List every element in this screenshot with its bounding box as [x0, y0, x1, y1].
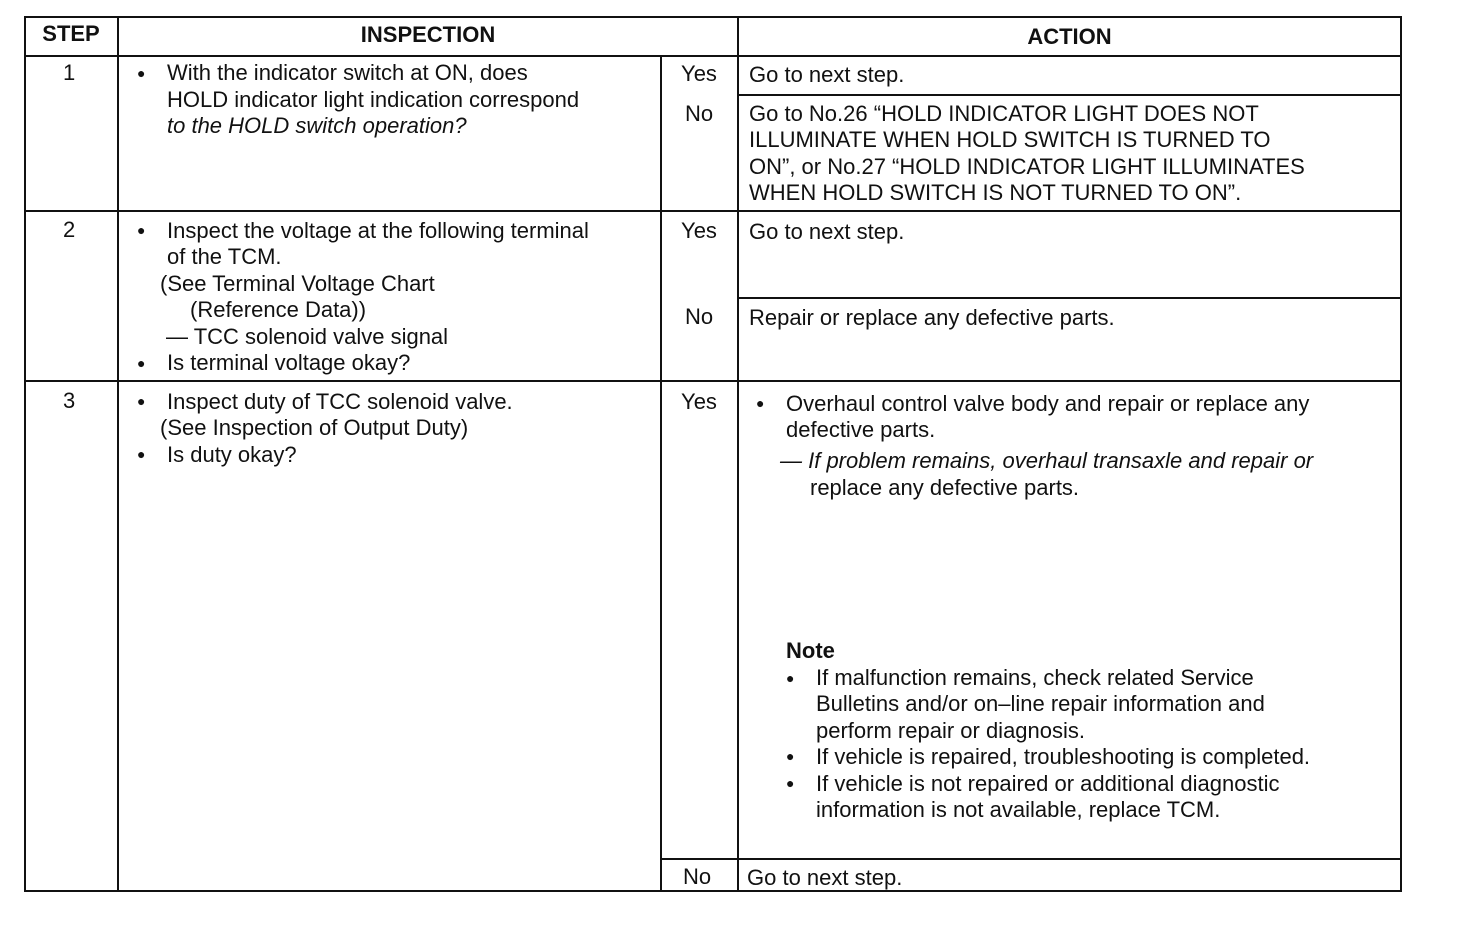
action-text: Go to next step.	[749, 62, 905, 87]
rule	[737, 16, 739, 892]
action-text: Go to next step.	[747, 865, 903, 890]
inspection-text: With the indicator switch at ON, does	[167, 60, 528, 85]
rule	[24, 16, 26, 892]
bullet-icon	[786, 743, 794, 769]
inspection-text: Is terminal voltage okay?	[167, 350, 411, 375]
action-text: ON”, or No.27 “HOLD INDICATOR LIGHT ILLUMINATES	[749, 154, 1305, 179]
bullet-icon	[137, 441, 145, 467]
no-label: No	[684, 304, 714, 329]
rule	[739, 94, 1402, 96]
rule	[24, 210, 1402, 212]
action-text: Go to next step.	[749, 219, 905, 244]
note-text: If malfunction remains, check related Service	[816, 665, 1254, 690]
no-label: No	[682, 864, 712, 889]
rule	[660, 55, 662, 892]
rule	[24, 890, 1402, 892]
bullet-icon	[756, 390, 764, 416]
inspection-text: Inspect duty of TCC solenoid valve.	[167, 389, 513, 414]
yes-label: Yes	[681, 61, 717, 86]
rule	[117, 16, 119, 892]
yes-label: Yes	[681, 218, 717, 243]
action-text: Go to No.26 “HOLD INDICATOR LIGHT DOES NOT	[749, 101, 1259, 126]
step-number: 2	[63, 217, 76, 242]
note-text: information is not available, replace TCM.	[816, 797, 1221, 822]
bullet-icon	[786, 770, 794, 796]
inspection-text: to the HOLD switch operation?	[167, 113, 467, 138]
inspection-text: Is duty okay?	[167, 442, 297, 467]
action-text: defective parts.	[786, 417, 936, 442]
inspection-text: HOLD indicator light indication correspond	[167, 87, 580, 112]
inspection-text: (See Terminal Voltage Chart	[160, 271, 435, 296]
no-label: No	[684, 101, 714, 126]
action-text: — If problem remains, overhaul transaxle and repair or	[780, 448, 1314, 473]
inspection-text: Inspect the voltage at the following terminal	[167, 218, 589, 243]
inspection-text: of the TCM.	[167, 244, 282, 269]
inspection-text: (Reference Data))	[190, 297, 367, 322]
note-text: If vehicle is not repaired or additional diagnostic	[816, 771, 1280, 796]
inspection-text: (See Inspection of Output Duty)	[160, 415, 469, 440]
action-text: WHEN HOLD SWITCH IS NOT TURNED TO ON”.	[749, 180, 1242, 205]
rule	[660, 858, 1402, 860]
note-text: If vehicle is repaired, troubleshooting is completed.	[816, 744, 1311, 769]
note-title: Note	[786, 638, 835, 663]
step-number: 1	[63, 60, 76, 85]
bullet-icon	[137, 217, 145, 243]
yes-label: Yes	[681, 389, 717, 414]
action-text: Overhaul control valve body and repair or replace any	[786, 391, 1310, 416]
bullet-icon	[137, 60, 145, 86]
rule	[739, 297, 1402, 299]
bullet-icon	[137, 350, 145, 376]
rule	[24, 380, 1402, 382]
rule	[1400, 16, 1402, 892]
step-number: 3	[63, 388, 76, 413]
rule	[24, 55, 1402, 57]
action-text: ILLUMINATE WHEN HOLD SWITCH IS TURNED TO	[749, 127, 1271, 152]
inspection-text: — TCC solenoid valve signal	[166, 324, 449, 349]
header-action: ACTION	[1027, 24, 1112, 49]
header-inspection: INSPECTION	[360, 22, 496, 47]
note-text: Bulletins and/or on–line repair information and	[816, 691, 1265, 716]
action-text: Repair or replace any defective parts.	[749, 305, 1115, 330]
action-text: replace any defective parts.	[810, 475, 1080, 500]
bullet-icon	[786, 665, 794, 691]
rule	[24, 16, 1402, 18]
note-text: perform repair or diagnosis.	[816, 718, 1086, 743]
bullet-icon	[137, 388, 145, 414]
header-step: STEP	[42, 21, 100, 46]
